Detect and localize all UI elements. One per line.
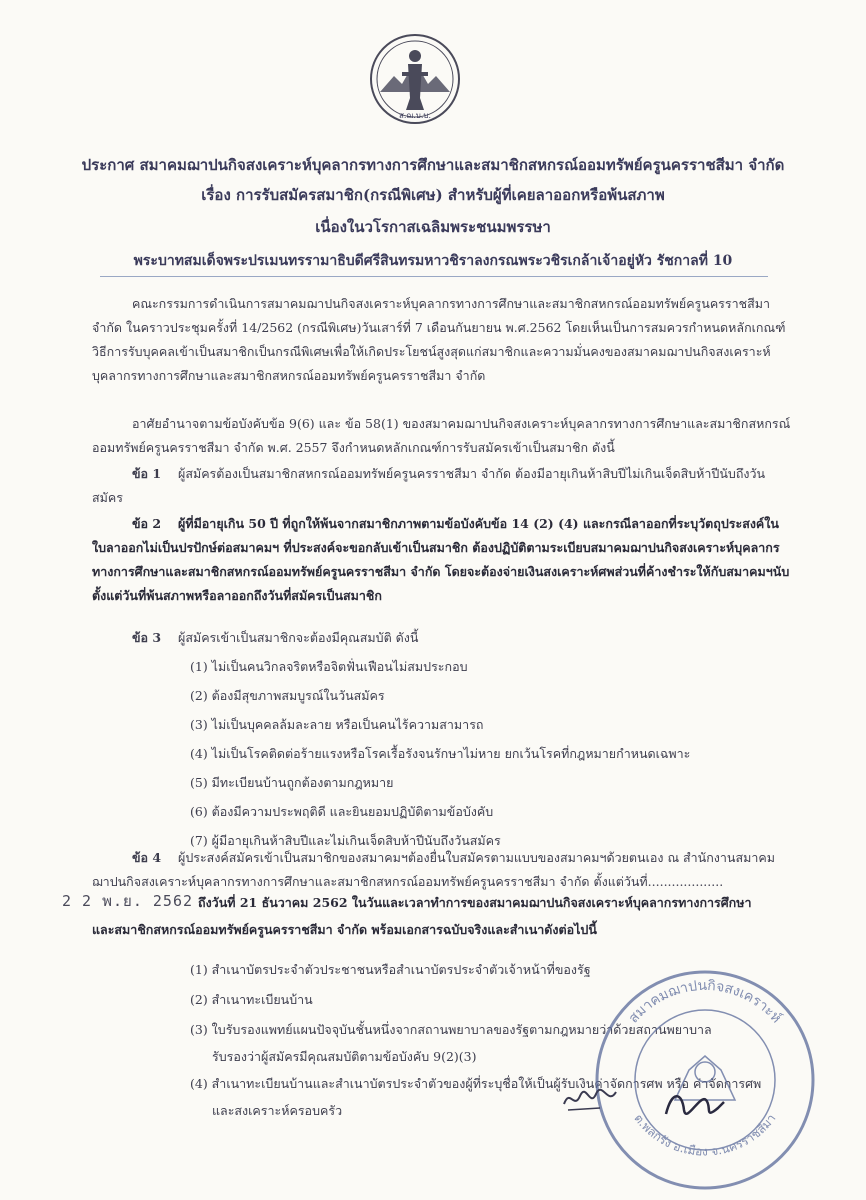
list-item: (1) ไม่เป็นคนวิกลจริตหรือจิตฟั่นเฟือนไม่สมประกอบ (190, 659, 468, 674)
announcement-royal-title: พระบาทสมเด็จพระปรเมนทรรามาธิบดีศรีสินทรมหาวชิราลงกรณพระวชิรเกล้าเจ้าอยู่หัว รัชกาลที่ 10 (133, 253, 733, 269)
seal-bottom-text: ต.พลกรัง อ.เมือง จ.นครราชสีมา (631, 1111, 779, 1159)
list-item: (2) สำเนาทะเบียนบ้าน (190, 992, 313, 1007)
list-item: (5) มีทะเบียนบ้านถูกต้องตามกฎหมาย (190, 775, 394, 790)
list-item: (7) ผู้มีอายุเกินห้าสิบปีและไม่เกินเจ็ดสิบห้าปีนับถึงวันสมัคร (190, 833, 501, 848)
announcement-title: ประกาศ สมาคมฌาปนกิจสงเคราะห์บุคลากรทางการศึกษาและสมาชิกสหกรณ์ออมทรัพย์ครูนครราชสีมา จำกัด (81, 156, 785, 174)
list-item-continuation: และสงเคราะห์ครอบครัว (212, 1103, 343, 1118)
header-divider (100, 276, 768, 277)
clause-1 (92, 462, 794, 510)
emblem-caption: ส.ฌ.บ.บ. (398, 111, 432, 120)
list-item-continuation: รับรองว่าผู้สมัครมีคุณสมบัติตามข้อบังคับ 9(2)(3) (212, 1049, 477, 1064)
clause-1-text: ผู้สมัครต้องเป็นสมาชิกสหกรณ์ออมทรัพย์ครูนครราชสีมา จำกัด ต้องมีอายุเกินห้าสิบปีไม่เกินเจ็ดสิบห้าปีนับถึงวันสมัคร (92, 466, 766, 505)
list-item: (2) ต้องมีสุขภาพสมบูรณ์ในวันสมัคร (190, 688, 385, 703)
date-stamp: 2 2 พ.ย. 2562 (62, 892, 194, 910)
list-item: (4) สำเนาทะเบียนบ้านและสำเนาบัตรประจำตัวของผู้ที่ระบุชื่อให้เป็นผู้รับเงินค่าจัดการศพ หรือ ค่าจัดการศพ (190, 1076, 762, 1091)
svg-text:สมาคมฌาปนกิจสงเคราะห์ (626, 978, 785, 1026)
announcement-occasion: เนื่องในวโรกาสเฉลิมพระชนมพรรษา (315, 218, 551, 236)
announcement-subject: เรื่อง การรับสมัครสมาชิก(กรณีพิเศษ) สำหรับผู้ที่เคยลาออกหรือพ้นสภาพ (201, 186, 665, 204)
clause-2-text: ผู้ที่มีอายุเกิน 50 ปี ที่ถูกให้พ้นจากสมาชิกภาพตามข้อบังคับข้อ 14 (2) (4) และกรณีลาออกที่ระบุวัตถุประสงค์ในใบลาออกไม่เป็นปรปักษ์ต่อสมาคมฯ ที่ประสงค์จะขอกลับเข้าเป็นสมาชิก ต้องปฏิบัติตามระเบียบสมาคมฌาปนกิจสงเคราะห์บุคลากรทางการศึกษาและสมาชิกสหกรณ์ออมทรัพย์ครูนครราชสีมา จำกัด โดยจะต้องจ่ายเงินสงเคราะห์ศพส่วนที่ค้างชำระให้กับสมาคมฯนับตั้งแต่วันที่พ้นสภาพหรือลาออกถึงวันที่สมัครเป็นสมาชิก (92, 516, 790, 603)
application-period-line: ถึงวันที่ 21 ธันวาคม 2562 ในวันและเวลาทำการของสมาคมฌาปนกิจสงเคราะห์บุคลากรทางการศึกษา (198, 895, 752, 910)
clause-4-text: ผู้ประสงค์สมัครเข้าเป็นสมาชิกของสมาคมฯต้องยื่นใบสมัครตามแบบของสมาคมฯด้วยตนเอง ณ สำนักงานสมาคมฌาปนกิจสงเคราะห์บุคลากรทางการศึกษาและสมาชิกสหกรณ์ออมทรัพย์ครูนครราชสีมา จำกัด ตั้งแต่วันที่................... (92, 850, 775, 889)
list-item: (3) ไม่เป็นบุคคลล้มละลาย หรือเป็นคนไร้ความสามารถ (190, 717, 484, 732)
list-item: (6) ต้องมีความประพฤติดี และยินยอมปฏิบัติตามข้อบังคับ (190, 804, 494, 819)
intro-paragraph: คณะกรรมการดำเนินการสมาคมฌาปนกิจสงเคราะห์บุคลากรทางการศึกษาและสมาชิกสหกรณ์ออมทรัพย์ครูนครราชสีมา จำกัด ในคราวประชุมครั้งที่ 14/2562 (กรณีพิเศษ)วันเสาร์ที่ 7 เดือนกันยายน พ.ศ.2562 โดยเห็นเป็นการสมควรกำหนดหลักเกณฑ์วิธีการรับบุคคลเข้าเป็นสมาชิกเป็นกรณีพิเศษเพื่อให้เกิดประโยชน์สูงสุดแก่สมาชิกและความมั่นคงของสมาคมฌาปนกิจสงเคราะห์บุคลากรทางการศึกษาและสมาชิกสหกรณ์ออมทรัพย์ครูนครราชสีมา จำกัด (92, 296, 786, 383)
qualification-list (190, 652, 790, 855)
authority-paragraph: อาศัยอำนาจตามข้อบังคับข้อ 9(6) และ ข้อ 58(1) ของสมาคมฌาปนกิจสงเคราะห์บุคลากรทางการศึกษาและสมาชิกสหกรณ์ออมทรัพย์ครูนครราชสีมา จำกัด พ.ศ. 2557 จึงกำหนดหลักเกณฑ์การรับสมัครเข้าเป็นสมาชิก ดังนี้ (92, 416, 791, 455)
association-emblem-icon (368, 32, 462, 126)
clause-4-number: ข้อ 4 (132, 850, 162, 865)
list-item: (4) ไม่เป็นโรคติดต่อร้ายแรงหรือโรคเรื้อรังจนรักษาไม่หาย ยกเว้นโรคที่กฎหมายกำหนดเฉพาะ (190, 746, 691, 761)
clause-2 (92, 512, 794, 608)
required-documents-intro: และสมาชิกสหกรณ์ออมทรัพย์ครูนครราชสีมา จำกัด พร้อมเอกสารฉบับจริงและสำเนาดังต่อไปนี้ (92, 922, 597, 937)
clause-1-number: ข้อ 1 (132, 466, 162, 481)
list-item: (3) ใบรับรองแพทย์แผนปัจจุบันชั้นหนึ่งจากสถานพยาบาลของรัฐตามกฎหมายว่าด้วยสถานพยาบาล (190, 1022, 712, 1037)
clause-3-number: ข้อ 3 (132, 630, 162, 645)
clause-3-text: ผู้สมัครเข้าเป็นสมาชิกจะต้องมีคุณสมบัติ ดังนี้ (178, 630, 419, 645)
clause-4 (92, 846, 794, 894)
signature-right-icon (660, 1080, 730, 1130)
seal-top-text: สมาคมฌาปนกิจสงเคราะห์ (625, 977, 785, 1027)
signature-left-icon (560, 1080, 620, 1116)
list-item: (1) สำเนาบัตรประจำตัวประชาชนหรือสำเนาบัตรประจำตัวเจ้าหน้าที่ของรัฐ (190, 962, 591, 977)
clause-2-number: ข้อ 2 (132, 516, 162, 531)
clause-3 (92, 626, 794, 650)
